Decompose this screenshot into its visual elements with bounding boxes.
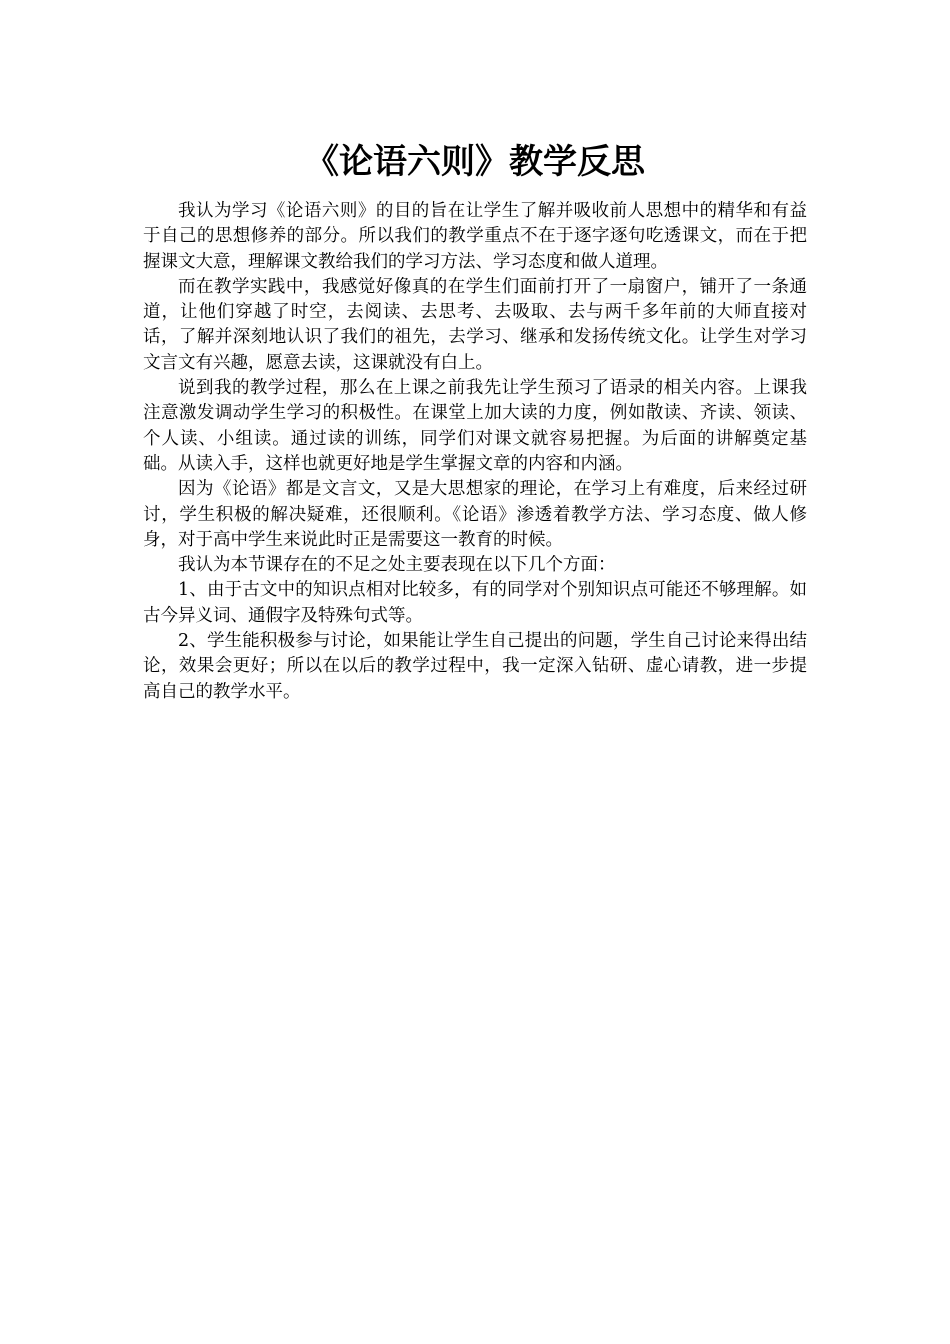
document-title: 《论语六则》教学反思 bbox=[305, 142, 645, 182]
paragraph-shortcoming-2: 2、学生能积极参与讨论，如果能让学生自己提出的问题，学生自己讨论来得出结论，效果会更好；所以在以后的教学过程中，我一定深入钻研、虚心请教，进一步提高自己的教学水平。 bbox=[143, 631, 807, 702]
document-body bbox=[143, 199, 807, 705]
paragraph-process: 说到我的教学过程，那么在上课之前我先让学生预习了语录的相关内容。上课我注意激发调动学生学习的积极性。在课堂上加大读的力度，例如散读、齐读、领读、个人读、小组读。通过读的训练，同学们对课文就容易把握。为后面的讲解奠定基础。从读入手，这样也就更好地是学生掌握文章的内容和内涵。 bbox=[143, 378, 807, 474]
paragraph-difficulty: 因为《论语》都是文言文，又是大思想家的理论，在学习上有难度，后来经过研讨，学生积极的解决疑难，还很顺利。《论语》渗透着教学方法、学习态度、做人修身，对于高中学生来说此时正是需要这一教育的时候。 bbox=[143, 479, 807, 550]
paragraph-purpose: 我认为学习《论语六则》的目的旨在让学生了解并吸收前人思想中的精华和有益于自己的思想修养的部分。所以我们的教学重点不在于逐字逐句吃透课文，而在于把握课文大意，理解课文教给我们的学习方法、学习态度和做人道理。 bbox=[143, 201, 807, 272]
paragraph-practice: 而在教学实践中，我感觉好像真的在学生们面前打开了一扇窗户，铺开了一条通道，让他们穿越了时空，去阅读、去思考、去吸取、去与两千多年前的大师直接对话，了解并深刻地认识了我们的祖先，去学习、继承和发扬传统文化。让学生对学习文言文有兴趣，愿意去读，这课就没有白上。 bbox=[143, 276, 807, 373]
paragraph-shortcomings-intro: 我认为本节课存在的不足之处主要表现在以下几个方面： bbox=[178, 555, 616, 576]
paragraph-shortcoming-1: 1、由于古文中的知识点相对比较多，有的同学对个别知识点可能还不够理解。如古今异义词、通假字及特殊句式等。 bbox=[143, 580, 807, 626]
